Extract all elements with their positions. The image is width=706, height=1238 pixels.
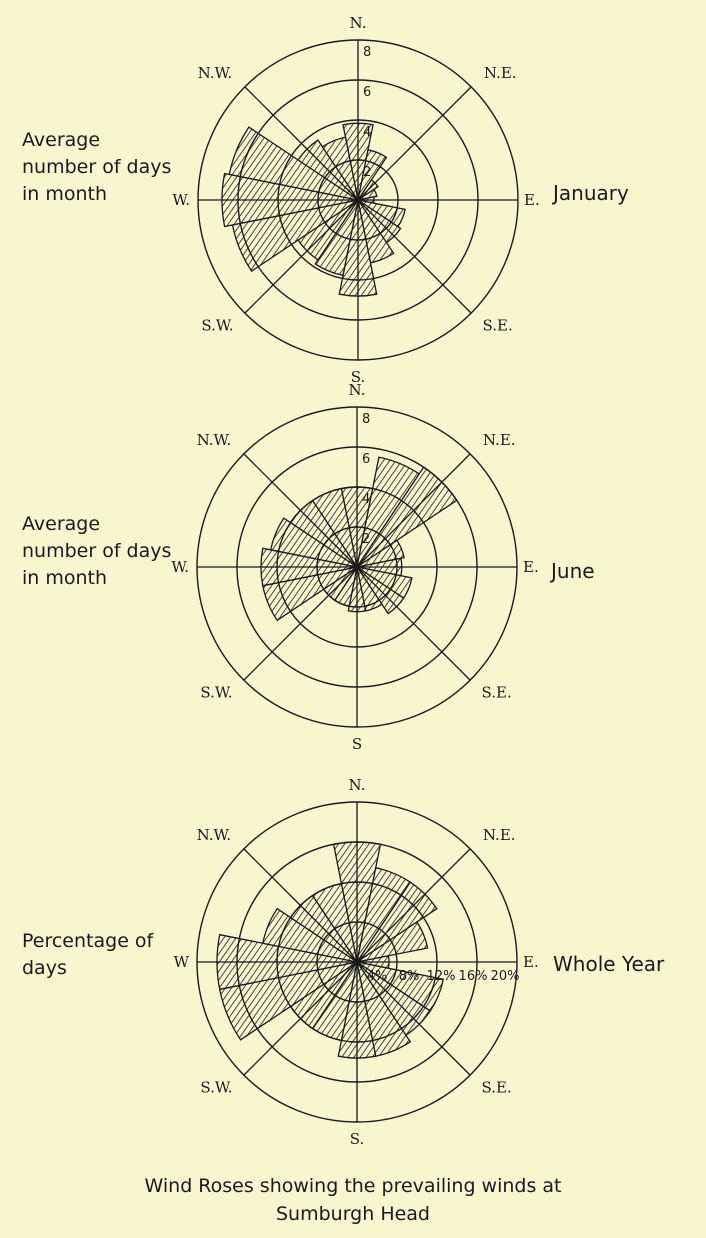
rose-ylabel: Percentage of days [22, 930, 154, 979]
rose-title: June [551, 559, 595, 583]
rose-spoke [357, 567, 470, 680]
direction-label-n: N. [348, 776, 366, 794]
caption-line-2: Sumburgh Head [275, 1203, 430, 1225]
radial-tick-label: 2 [363, 165, 372, 180]
rose-sectors [217, 842, 443, 1058]
rose-panel-whole-year [0, 760, 706, 1170]
direction-label-s: S. [350, 368, 366, 386]
direction-label-se: S.E. [482, 316, 513, 335]
rose-spokes [197, 802, 517, 1122]
rose-ylabel: Average number of days in month [22, 513, 172, 589]
radial-tick-label: 8 [363, 45, 372, 60]
direction-label-e: E. [524, 191, 540, 209]
rose-spoke [358, 87, 471, 200]
direction-label-w: W [173, 953, 189, 971]
rose-spokes [197, 407, 517, 727]
direction-label-s: S. [349, 1130, 365, 1148]
direction-label-n: N. [349, 14, 367, 32]
direction-label-n: N. [348, 381, 366, 399]
direction-label-ne: N.E. [483, 64, 517, 83]
rose-panel-january [0, 0, 706, 386]
radial-tick-label: 8 [362, 412, 371, 427]
wind-rose-june [0, 380, 706, 760]
radial-tick-label: 20% [490, 969, 520, 984]
caption-line-1: Wind Roses showing the prevailing winds at [144, 1175, 562, 1197]
rose-title: Whole Year [553, 952, 665, 976]
direction-label-ne: N.E. [482, 431, 516, 450]
direction-label-nw: N.W. [196, 826, 232, 845]
radial-tick-label: 2 [362, 532, 371, 547]
radial-tick-label: 4 [363, 125, 372, 140]
figure-caption [0, 1172, 706, 1228]
direction-label-w: W. [172, 191, 190, 209]
radial-tick-label: 6 [362, 452, 371, 467]
direction-label-e: E. [523, 953, 539, 971]
rose-panel-june [0, 380, 706, 760]
direction-label-nw: N.W. [197, 64, 233, 83]
radial-tick-label: 4 [362, 492, 371, 507]
direction-label-sw: S.W. [200, 683, 233, 702]
radial-tick-label: 8% [398, 969, 420, 984]
rose-title: January [553, 181, 629, 205]
direction-label-sw: S.W. [200, 1078, 233, 1097]
radial-tick-label: 4% [366, 969, 388, 984]
rose-spokes [198, 40, 518, 360]
direction-label-nw: N.W. [196, 431, 232, 450]
radial-tick-label: 16% [458, 969, 488, 984]
direction-label-se: S.E. [481, 1078, 512, 1097]
direction-label-s: S [351, 735, 363, 753]
direction-label-se: S.E. [481, 683, 512, 702]
direction-label-ne: N.E. [482, 826, 516, 845]
direction-label-w: W. [171, 558, 189, 576]
direction-label-e: E. [523, 558, 539, 576]
rose-sectors [261, 457, 457, 620]
rose-ylabel: Average number of days in month [22, 129, 172, 205]
wind-rose-january [0, 0, 706, 386]
wind-rose-whole-year [0, 760, 706, 1170]
radial-tick-label: 6 [363, 85, 372, 100]
direction-label-sw: S.W. [201, 316, 234, 335]
radial-tick-label: 12% [426, 969, 456, 984]
